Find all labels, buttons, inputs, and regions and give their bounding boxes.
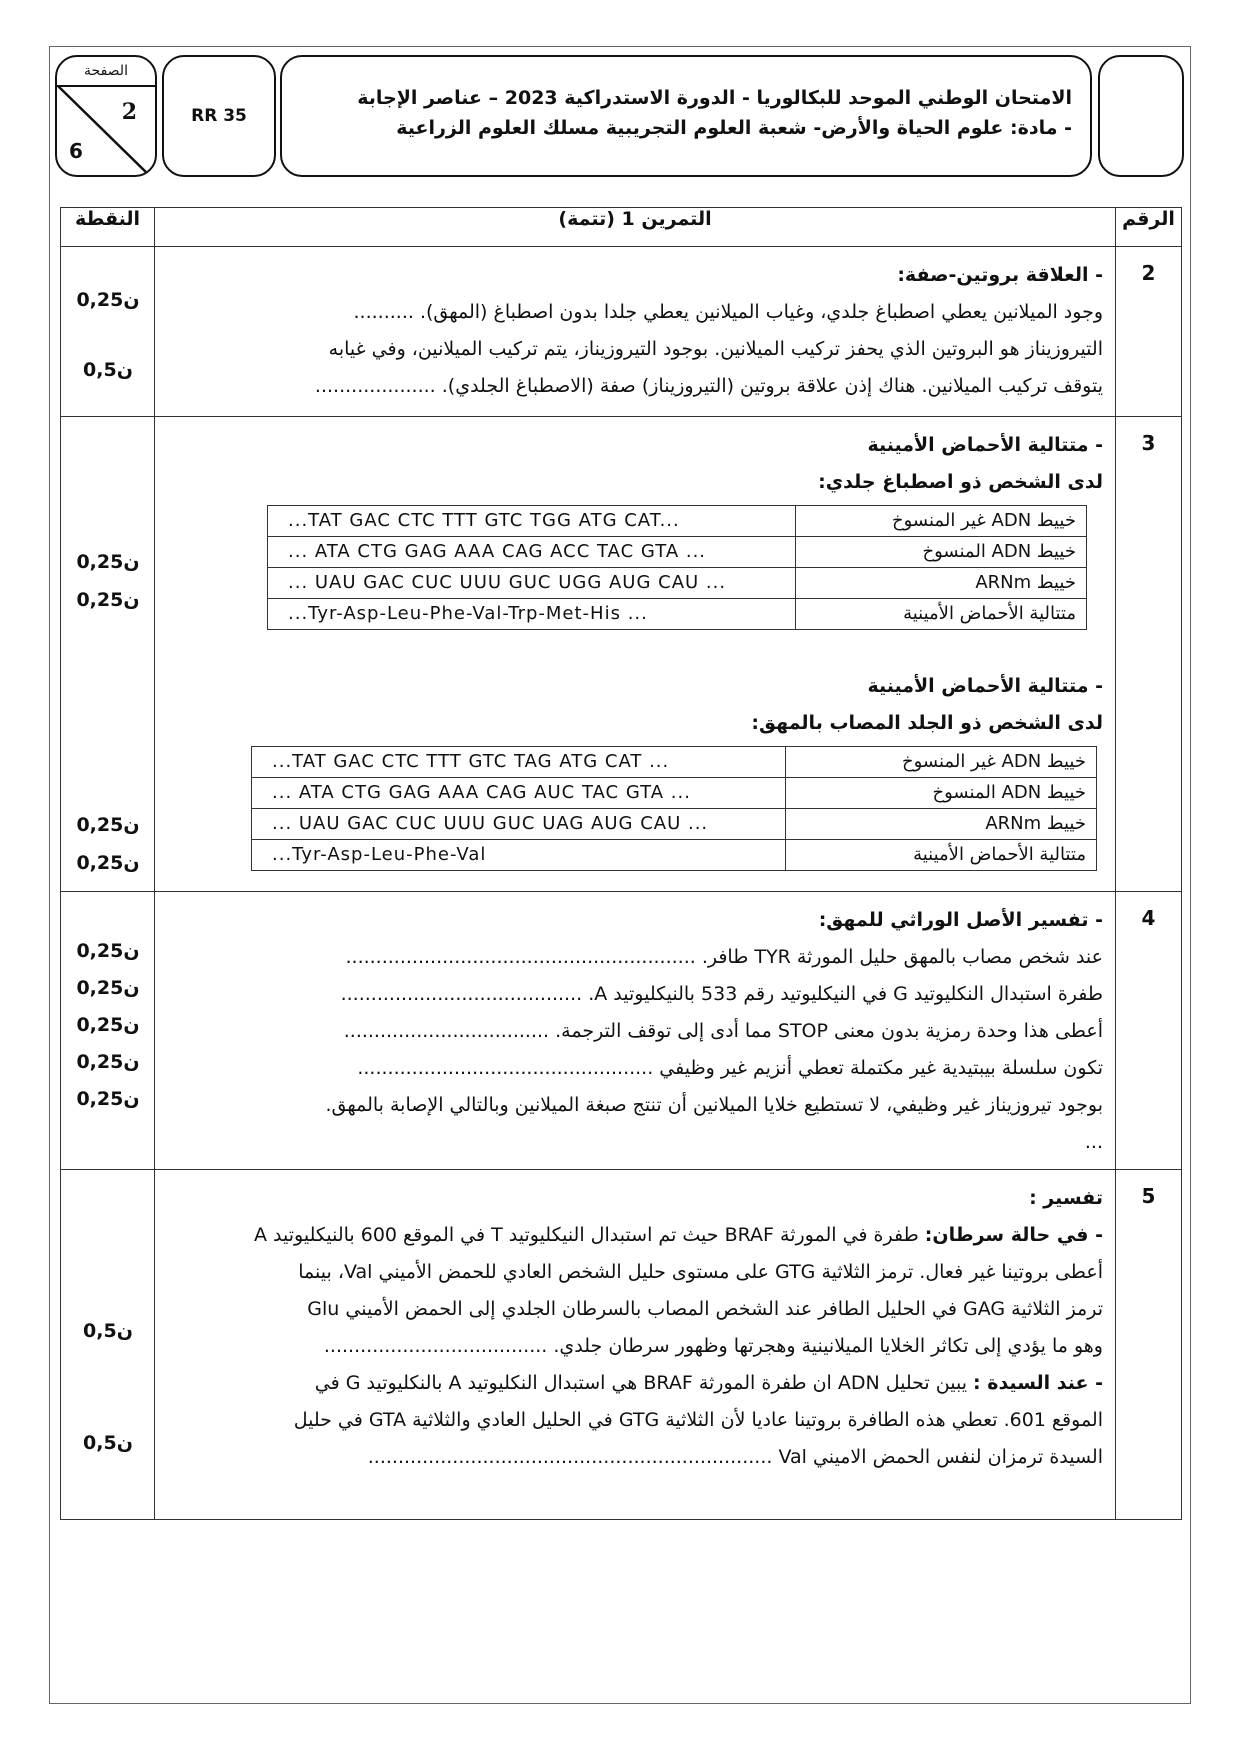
q3-title-a: - متتالية الأحماض الأمينية xyxy=(867,434,1103,456)
exam-subject: - مادة: علوم الحياة والأرض- شعبة العلوم التجريبية مسلك العلوم الزراعية xyxy=(396,117,1072,139)
table-row xyxy=(268,506,1087,537)
q4-line: بوجود تيروزيناز غير وظيفي، لا تستطيع خلايا الميلانين أن تنتج صبغة الميلانين وبالتالي الإصابة بالمهق. xyxy=(325,1094,1103,1116)
table-row xyxy=(268,599,1087,630)
q4-line: تكون سلسلة بيبتيدية غير مكتملة تعطي أنزيم غير وظيفي ................................................. xyxy=(357,1057,1103,1079)
q3-title-b: - متتالية الأحماض الأمينية xyxy=(867,675,1103,697)
sequence-value: ... ATA CTG GAG AAA CAG ACC TAC GTA ... xyxy=(268,537,796,568)
sequence-value: ... ATA CTG GAG AAA CAG AUC TAC GTA ... xyxy=(252,778,786,809)
point-value: 0,25ن xyxy=(76,589,140,611)
q5-line: السيدة ترمزان لنفس الحمض الاميني Val ................................................................... xyxy=(367,1446,1103,1468)
exam-code: RR 35 xyxy=(162,55,276,177)
page-label: الصفحة xyxy=(84,63,128,79)
question-row-3 xyxy=(61,417,1182,892)
points-header: النقطة xyxy=(61,208,155,247)
q4-line: طفرة استبدال النكليوتيد G في النيكليوتيد رقم 533 بالنيكليوتيد A. ........................................ xyxy=(340,983,1103,1005)
point-value: 0,25ن xyxy=(76,1088,140,1110)
q5-line: أعطى بروتينا غير فعال. ترمز الثلاثية GTG على مستوى حليل الشخص العادي للحمض الأميني Val، بينما xyxy=(298,1261,1103,1283)
point-value: 0,5ن xyxy=(83,1432,133,1454)
sequence-label: خييط ADN غير المنسوخ xyxy=(786,747,1097,778)
sequence-value: ... UAU GAC CUC UUU GUC UAG AUG CAU ... xyxy=(252,809,786,840)
q3-subtitle-a: لدى الشخص ذو اصطباغ جلدي: xyxy=(818,471,1103,493)
q4-line: ... xyxy=(1084,1131,1103,1153)
points-cell-3 xyxy=(61,417,155,892)
page-box-diagonal xyxy=(57,85,157,177)
point-value: 0,25ن xyxy=(76,289,140,311)
sequence-table-normal xyxy=(267,505,1087,630)
answer-cell-5 xyxy=(155,1170,1116,1520)
q4-line: عند شخص مصاب بالمهق حليل المورثة TYR طافر. .......................................................... xyxy=(345,946,1103,968)
sequence-label: خييط ARNm xyxy=(786,809,1097,840)
answer-cell-4 xyxy=(155,892,1116,1170)
point-value: 0,25ن xyxy=(76,940,140,962)
question-row-5 xyxy=(61,1170,1182,1520)
q2-line: يتوقف تركيب الميلانين. هناك إذن علاقة بروتين (التيروزيناز) صفة (الاصطباغ الجلدي). .................... xyxy=(314,375,1103,397)
q5-line: ترمز الثلاثية GAG في الحليل الطافر عند الشخص المصاب بالسرطان الجلدي إلى الحمض الأميني Glu xyxy=(307,1298,1103,1320)
q2-line: وجود الميلانين يعطي اصطباغ جلدي، وغياب الميلانين يعطي جلدا بدون اصطباغ (المهق). .......... xyxy=(353,301,1103,323)
q4-title: - تفسير الأصل الوراثي للمهق: xyxy=(818,909,1103,931)
point-value: 0,25ن xyxy=(76,977,140,999)
point-value: 0,25ن xyxy=(76,852,140,874)
table-row xyxy=(268,537,1087,568)
q4-line: أعطى هذا وحدة رمزية بدون معنى STOP مما أدى إلى توقف الترجمة. .................................. xyxy=(343,1020,1103,1042)
points-cell-5 xyxy=(61,1170,155,1520)
point-value: 0,5ن xyxy=(83,359,133,381)
sequence-value: ...TAT GAC CTC TTT GTC TGG ATG CAT... xyxy=(268,506,796,537)
table-row xyxy=(252,778,1097,809)
answer-table xyxy=(60,207,1182,1520)
page-number: 2 xyxy=(121,99,137,125)
sequence-value: ...Tyr-Asp-Leu-Phe-Val-Trp-Met-His ... xyxy=(268,599,796,630)
question-number: 3 xyxy=(1116,417,1182,892)
q3-subtitle-b: لدى الشخص ذو الجلد المصاب بالمهق: xyxy=(751,712,1103,734)
question-number: 4 xyxy=(1116,892,1182,1170)
table-row xyxy=(252,747,1097,778)
page-number-box xyxy=(55,55,157,177)
sequence-label: متتالية الأحماض الأمينية xyxy=(786,840,1097,871)
point-value: 0,25ن xyxy=(76,551,140,573)
q5-text: يبين تحليل ADN ان طفرة المورثة BRAF هي استبدال النكليوتيد A بالنكليوتيد G في xyxy=(314,1372,967,1394)
question-number: 2 xyxy=(1116,247,1182,417)
q5-line xyxy=(165,1217,1103,1254)
answer-cell-2 xyxy=(155,247,1116,417)
sequence-label: خييط ADN المنسوخ xyxy=(796,537,1087,568)
q5-text: طفرة في المورثة BRAF حيث تم استبدال النيكليوتيد T في الموقع 600 بالنيكليوتيد A xyxy=(253,1224,919,1246)
exam-title-box xyxy=(280,55,1092,177)
q5-line xyxy=(165,1365,1103,1402)
table-row xyxy=(252,809,1097,840)
question-row-2 xyxy=(61,247,1182,417)
q2-line: التيروزيناز هو البروتين الذي يحفز تركيب الميلانين. بوجود التيروزيناز، يتم تركيب الميلانين، وفي غيابه xyxy=(328,338,1103,360)
answer-cell-3 xyxy=(155,417,1116,892)
q5-line: وهو ما يؤدي إلى تكاثر الخلايا الميلانينية وهجرتها وظهور سرطان جلدي. ..................................... xyxy=(323,1335,1103,1357)
table-row xyxy=(268,568,1087,599)
lady-label: - عند السيدة : xyxy=(973,1372,1103,1394)
table-row xyxy=(252,840,1097,871)
q5-line: الموقع 601. تعطي هذه الطافرة بروتينا عاديا لأن الثلاثية GTG في الحليل العادي والثلاثية GTA في حليل xyxy=(293,1409,1103,1431)
sequence-value: ... UAU GAC CUC UUU GUC UGG AUG CAU ... xyxy=(268,568,796,599)
point-value: 0,25ن xyxy=(76,1051,140,1073)
q2-title: - العلاقة بروتين-صفة: xyxy=(897,264,1103,286)
sequence-label: خييط ADN المنسوخ xyxy=(786,778,1097,809)
q5-title: تفسير : xyxy=(1029,1187,1103,1209)
number-header: الرقم xyxy=(1116,208,1182,247)
point-value: 0,25ن xyxy=(76,814,140,836)
points-cell-4 xyxy=(61,892,155,1170)
sequence-table-albinism xyxy=(251,746,1097,871)
sequence-value: ...Tyr-Asp-Leu-Phe-Val xyxy=(252,840,786,871)
sequence-label: متتالية الأحماض الأمينية xyxy=(796,599,1087,630)
sequence-label: خييط ARNm xyxy=(796,568,1087,599)
empty-header-box xyxy=(1098,55,1184,177)
exercise-header: التمرين 1 (تتمة) xyxy=(155,208,1116,247)
question-row-4 xyxy=(61,892,1182,1170)
question-number: 5 xyxy=(1116,1170,1182,1520)
exam-title: الامتحان الوطني الموحد للبكالوريا - الدورة الاستدراكية 2023 – عناصر الإجابة xyxy=(357,87,1072,109)
table-header-row xyxy=(61,208,1182,247)
page-total: 6 xyxy=(69,139,83,163)
points-cell-2 xyxy=(61,247,155,417)
point-value: 0,5ن xyxy=(83,1320,133,1342)
cancer-label: - في حالة سرطان: xyxy=(924,1224,1103,1246)
point-value: 0,25ن xyxy=(76,1014,140,1036)
sequence-value: ...TAT GAC CTC TTT GTC TAG ATG CAT ... xyxy=(252,747,786,778)
sequence-label: خييط ADN غير المنسوخ xyxy=(796,506,1087,537)
